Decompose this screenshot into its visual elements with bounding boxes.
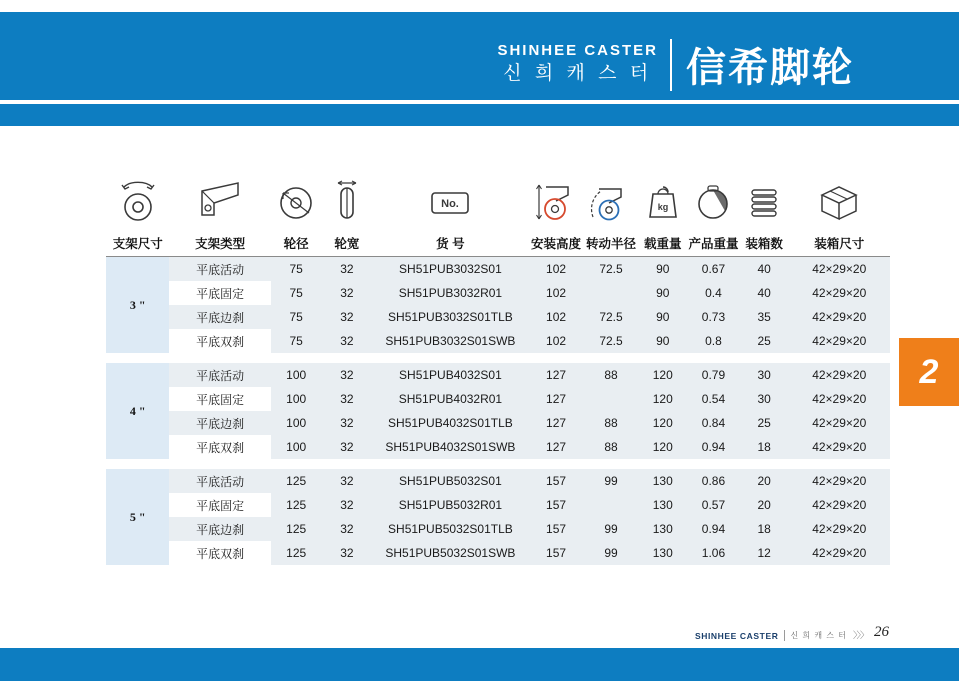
bottom-band xyxy=(0,648,959,681)
cell-type: 平底双刹 xyxy=(169,329,270,353)
cell-no: SH51PUB5032S01TLB xyxy=(372,517,528,541)
cell-width: 32 xyxy=(322,469,373,493)
spec-table xyxy=(106,170,890,565)
cell-weight: 0.94 xyxy=(687,517,740,541)
header-band-lower xyxy=(0,104,959,126)
cell-weight: 0.94 xyxy=(687,435,740,459)
cell-load: 120 xyxy=(638,363,687,387)
cell-type: 平底活动 xyxy=(169,363,270,387)
cell-dia: 75 xyxy=(271,281,322,305)
brand-korean: 신 희 캐 스 터 xyxy=(503,63,653,85)
col-header-no: 货 号 xyxy=(372,230,528,257)
table-row[interactable] xyxy=(106,411,890,435)
header-icon-cell-weight xyxy=(687,170,740,230)
cell-radius xyxy=(584,281,639,305)
cell-no: SH51PUB5032S01SWB xyxy=(372,541,528,565)
carton-qty-icon xyxy=(741,177,787,223)
header-icon-cell-carton-size xyxy=(788,170,890,230)
col-header-radius: 转动半径 xyxy=(584,230,639,257)
cell-carton-size: 42×29×20 xyxy=(788,493,890,517)
cell-radius xyxy=(584,493,639,517)
cell-carton-size: 42×29×20 xyxy=(788,257,890,282)
group-separator xyxy=(106,459,890,469)
cell-dia: 125 xyxy=(271,469,322,493)
header-icon-cell-height xyxy=(529,170,584,230)
header-icon-cell-size xyxy=(106,170,169,230)
cell-type: 平底双刹 xyxy=(169,541,270,565)
cell-dia: 125 xyxy=(271,541,322,565)
cell-width: 32 xyxy=(322,541,373,565)
cell-radius: 99 xyxy=(584,517,639,541)
item-no-icon xyxy=(419,177,481,223)
brand-english: SHINHEE CASTER xyxy=(497,42,658,60)
col-header-carton-size: 装箱尺寸 xyxy=(788,230,890,257)
brand-chinese: 信希脚轮 xyxy=(686,45,854,91)
cell-qty: 25 xyxy=(740,411,789,435)
size-cell: 4 " xyxy=(106,363,169,459)
cell-height: 157 xyxy=(529,541,584,565)
cell-height: 127 xyxy=(529,411,584,435)
cell-no: SH51PUB3032S01 xyxy=(372,257,528,282)
cell-width: 32 xyxy=(322,363,373,387)
col-header-load: 载重量 xyxy=(638,230,687,257)
cell-radius: 99 xyxy=(584,469,639,493)
cell-load: 120 xyxy=(638,411,687,435)
cell-type: 平底固定 xyxy=(169,493,270,517)
cell-qty: 20 xyxy=(740,469,789,493)
table-row[interactable] xyxy=(106,387,890,411)
cell-width: 32 xyxy=(322,493,373,517)
cell-carton-size: 42×29×20 xyxy=(788,363,890,387)
swivel-radius-icon xyxy=(585,177,637,223)
cell-type: 平底活动 xyxy=(169,469,270,493)
cell-no: SH51PUB4032R01 xyxy=(372,387,528,411)
svg-text:kg: kg xyxy=(657,202,669,212)
cell-width: 32 xyxy=(322,305,373,329)
cell-radius: 88 xyxy=(584,363,639,387)
cell-dia: 75 xyxy=(271,329,322,353)
table-row[interactable] xyxy=(106,363,890,387)
cell-type: 平底固定 xyxy=(169,281,270,305)
cell-dia: 75 xyxy=(271,305,322,329)
cell-no: SH51PUB3032S01TLB xyxy=(372,305,528,329)
wheel-diameter-icon xyxy=(273,177,319,223)
cell-dia: 125 xyxy=(271,517,322,541)
cell-no: SH51PUB5032R01 xyxy=(372,493,528,517)
cell-load: 90 xyxy=(638,329,687,353)
footer-content xyxy=(695,624,889,641)
cell-height: 102 xyxy=(529,257,584,282)
cell-dia: 100 xyxy=(271,363,322,387)
header-icon-cell-dia xyxy=(271,170,322,230)
cell-carton-size: 42×29×20 xyxy=(788,329,890,353)
header-icon-cell-width xyxy=(322,170,373,230)
cell-qty: 18 xyxy=(740,517,789,541)
cell-radius: 99 xyxy=(584,541,639,565)
cell-no: SH51PUB3032S01SWB xyxy=(372,329,528,353)
cell-weight: 0.57 xyxy=(687,493,740,517)
cell-qty: 25 xyxy=(740,329,789,353)
cell-width: 32 xyxy=(322,281,373,305)
cell-load: 120 xyxy=(638,387,687,411)
table-row[interactable] xyxy=(106,435,890,459)
col-header-type: 支架类型 xyxy=(169,230,270,257)
top-white-strip xyxy=(0,0,959,12)
cell-height: 157 xyxy=(529,469,584,493)
cell-radius xyxy=(584,387,639,411)
table-row[interactable] xyxy=(106,469,890,493)
install-height-icon xyxy=(530,177,582,223)
cell-weight: 0.54 xyxy=(687,387,740,411)
cell-height: 127 xyxy=(529,435,584,459)
cell-radius: 72.5 xyxy=(584,329,639,353)
brand-logo xyxy=(497,36,854,93)
cell-carton-size: 42×29×20 xyxy=(788,281,890,305)
cell-carton-size: 42×29×20 xyxy=(788,435,890,459)
cell-radius: 72.5 xyxy=(584,305,639,329)
cell-carton-size: 42×29×20 xyxy=(788,517,890,541)
cell-height: 102 xyxy=(529,329,584,353)
cell-load: 90 xyxy=(638,305,687,329)
cell-weight: 0.73 xyxy=(687,305,740,329)
cell-qty: 35 xyxy=(740,305,789,329)
cell-radius: 88 xyxy=(584,435,639,459)
cell-load: 130 xyxy=(638,493,687,517)
cell-no: SH51PUB4032S01 xyxy=(372,363,528,387)
table-row[interactable] xyxy=(106,257,890,282)
cell-width: 32 xyxy=(322,257,373,282)
cell-carton-size: 42×29×20 xyxy=(788,541,890,565)
cell-no: SH51PUB4032S01TLB xyxy=(372,411,528,435)
cell-carton-size: 42×29×20 xyxy=(788,305,890,329)
footer-brand-kr: 신 희 캐 스 터 xyxy=(784,630,847,641)
table-row[interactable] xyxy=(106,281,890,305)
cell-height: 157 xyxy=(529,493,584,517)
footer-arrows: 〉〉〉 xyxy=(852,630,868,640)
svg-text:No.: No. xyxy=(441,198,460,210)
cell-qty: 30 xyxy=(740,363,789,387)
cell-load: 130 xyxy=(638,469,687,493)
cell-qty: 40 xyxy=(740,281,789,305)
table-row[interactable] xyxy=(106,541,890,565)
cell-dia: 100 xyxy=(271,435,322,459)
header-icon-cell-qty xyxy=(740,170,789,230)
cell-dia: 100 xyxy=(271,387,322,411)
header-icon-cell-no xyxy=(372,170,528,230)
page-number: 26 xyxy=(874,624,889,640)
cell-weight: 0.84 xyxy=(687,411,740,435)
cell-carton-size: 42×29×20 xyxy=(788,411,890,435)
cell-type: 平底活动 xyxy=(169,257,270,282)
cell-radius: 88 xyxy=(584,411,639,435)
cell-width: 32 xyxy=(322,329,373,353)
header-icon-cell-radius xyxy=(584,170,639,230)
cell-qty: 20 xyxy=(740,493,789,517)
caster-top-plate-icon xyxy=(112,177,164,223)
table-row[interactable] xyxy=(106,517,890,541)
carton-size-icon xyxy=(808,177,870,223)
cell-weight: 0.67 xyxy=(687,257,740,282)
cell-load: 120 xyxy=(638,435,687,459)
cell-carton-size: 42×29×20 xyxy=(788,387,890,411)
col-header-width: 轮宽 xyxy=(322,230,373,257)
group-separator xyxy=(106,353,890,363)
cell-width: 32 xyxy=(322,517,373,541)
col-header-weight: 产品重量 xyxy=(687,230,740,257)
cell-weight: 0.86 xyxy=(687,469,740,493)
logo-divider xyxy=(670,39,672,91)
cell-height: 102 xyxy=(529,281,584,305)
cell-load: 130 xyxy=(638,517,687,541)
bottom-white-strip xyxy=(0,641,959,648)
header-icon-row xyxy=(106,170,890,230)
size-cell: 3 " xyxy=(106,257,169,354)
cell-weight: 0.4 xyxy=(687,281,740,305)
cell-qty: 30 xyxy=(740,387,789,411)
cell-dia: 125 xyxy=(271,493,322,517)
cell-height: 157 xyxy=(529,517,584,541)
cell-width: 32 xyxy=(322,435,373,459)
cell-carton-size: 42×29×20 xyxy=(788,469,890,493)
cell-type: 平底边刹 xyxy=(169,517,270,541)
col-header-dia: 轮径 xyxy=(271,230,322,257)
cell-radius: 72.5 xyxy=(584,257,639,282)
bracket-type-icon xyxy=(192,177,248,223)
cell-weight: 0.79 xyxy=(687,363,740,387)
product-weight-icon xyxy=(690,177,736,223)
cell-dia: 75 xyxy=(271,257,322,282)
header-band xyxy=(0,12,959,100)
cell-no: SH51PUB5032S01 xyxy=(372,469,528,493)
header-label-row xyxy=(106,230,890,257)
size-cell: 5 " xyxy=(106,469,169,565)
table-row[interactable] xyxy=(106,305,890,329)
cell-load: 90 xyxy=(638,257,687,282)
cell-height: 102 xyxy=(529,305,584,329)
cell-width: 32 xyxy=(322,411,373,435)
cell-qty: 18 xyxy=(740,435,789,459)
cell-no: SH51PUB3032R01 xyxy=(372,281,528,305)
header-icon-cell-load xyxy=(638,170,687,230)
cell-type: 平底边刹 xyxy=(169,411,270,435)
cell-type: 平底边刹 xyxy=(169,305,270,329)
wheel-width-icon xyxy=(324,177,370,223)
cell-width: 32 xyxy=(322,387,373,411)
col-header-height: 安装高度 xyxy=(529,230,584,257)
col-header-size: 支架尺寸 xyxy=(106,230,169,257)
header-icon-cell-type xyxy=(169,170,270,230)
cell-qty: 40 xyxy=(740,257,789,282)
cell-type: 平底双刹 xyxy=(169,435,270,459)
cell-qty: 12 xyxy=(740,541,789,565)
cell-dia: 100 xyxy=(271,411,322,435)
footer-brand-en: SHINHEE CASTER xyxy=(694,631,779,641)
col-header-qty: 装箱数 xyxy=(740,230,789,257)
brand-logo-left xyxy=(497,41,670,88)
cell-load: 130 xyxy=(638,541,687,565)
table-row[interactable] xyxy=(106,493,890,517)
cell-weight: 0.8 xyxy=(687,329,740,353)
cell-weight: 1.06 xyxy=(687,541,740,565)
table-row[interactable] xyxy=(106,329,890,353)
cell-height: 127 xyxy=(529,387,584,411)
load-capacity-icon xyxy=(640,177,686,223)
section-tab-2[interactable]: 2 xyxy=(899,338,959,406)
cell-height: 127 xyxy=(529,363,584,387)
cell-load: 90 xyxy=(638,281,687,305)
spec-table-wrap xyxy=(106,170,890,565)
cell-no: SH51PUB4032S01SWB xyxy=(372,435,528,459)
cell-type: 平底固定 xyxy=(169,387,270,411)
